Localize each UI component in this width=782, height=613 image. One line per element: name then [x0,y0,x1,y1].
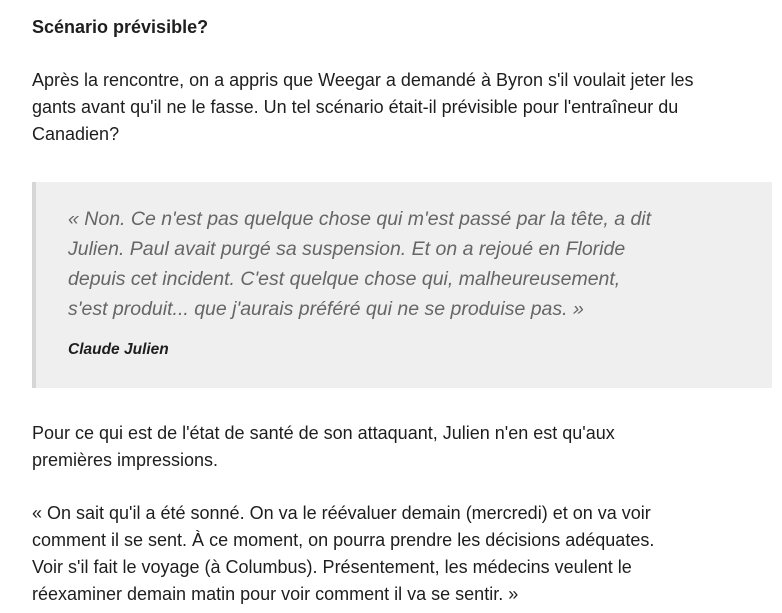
paragraph-line: Après la rencontre, on a appris que Weegar a demandé à Byron s'il voulait jeter les [32,70,694,90]
quote-text [68,204,651,324]
paragraph-health [32,420,774,474]
paragraph-quote-julien [32,500,774,608]
paragraph-line: Voir s'il fait le voyage (à Columbus). Présentement, les médecins veulent le [32,557,632,577]
paragraph-line: comment il se sent. À ce moment, on pourra prendre les décisions adéquates. [32,530,655,550]
quote-line: « Non. Ce n'est pas quelque chose qui m'est passé par la tête, a dit [68,208,652,230]
paragraph-line: « On sait qu'il a été sonné. On va le réévaluer demain (mercredi) et on va voir [32,503,651,523]
paragraph-line: gants avant qu'il ne le fasse. Un tel scénario était-il prévisible pour l'entraîneur du [32,97,679,117]
quote-line: depuis cet incident. C'est quelque chose qui, malheureusement, [68,268,621,290]
quote-line: s'est produit... que j'aurais préféré qui ne se produise pas. » [68,298,584,320]
paragraph-line: Pour ce qui est de l'état de santé de son attaquant, Julien n'en est qu'aux [32,423,615,443]
paragraph-line: réexaminer demain matin pour voir comment il va se sentir. » [32,584,519,604]
pull-quote [32,182,772,388]
quote-author: Claude Julien [68,341,169,358]
paragraph-line: Canadien? [32,124,120,144]
section-heading: Scénario prévisible? [32,17,209,37]
paragraph-intro [32,67,774,148]
quote-line: Julien. Paul avait purgé sa suspension. Et on a rejoué en Floride [68,238,626,260]
paragraph-line: premières impressions. [32,450,219,470]
